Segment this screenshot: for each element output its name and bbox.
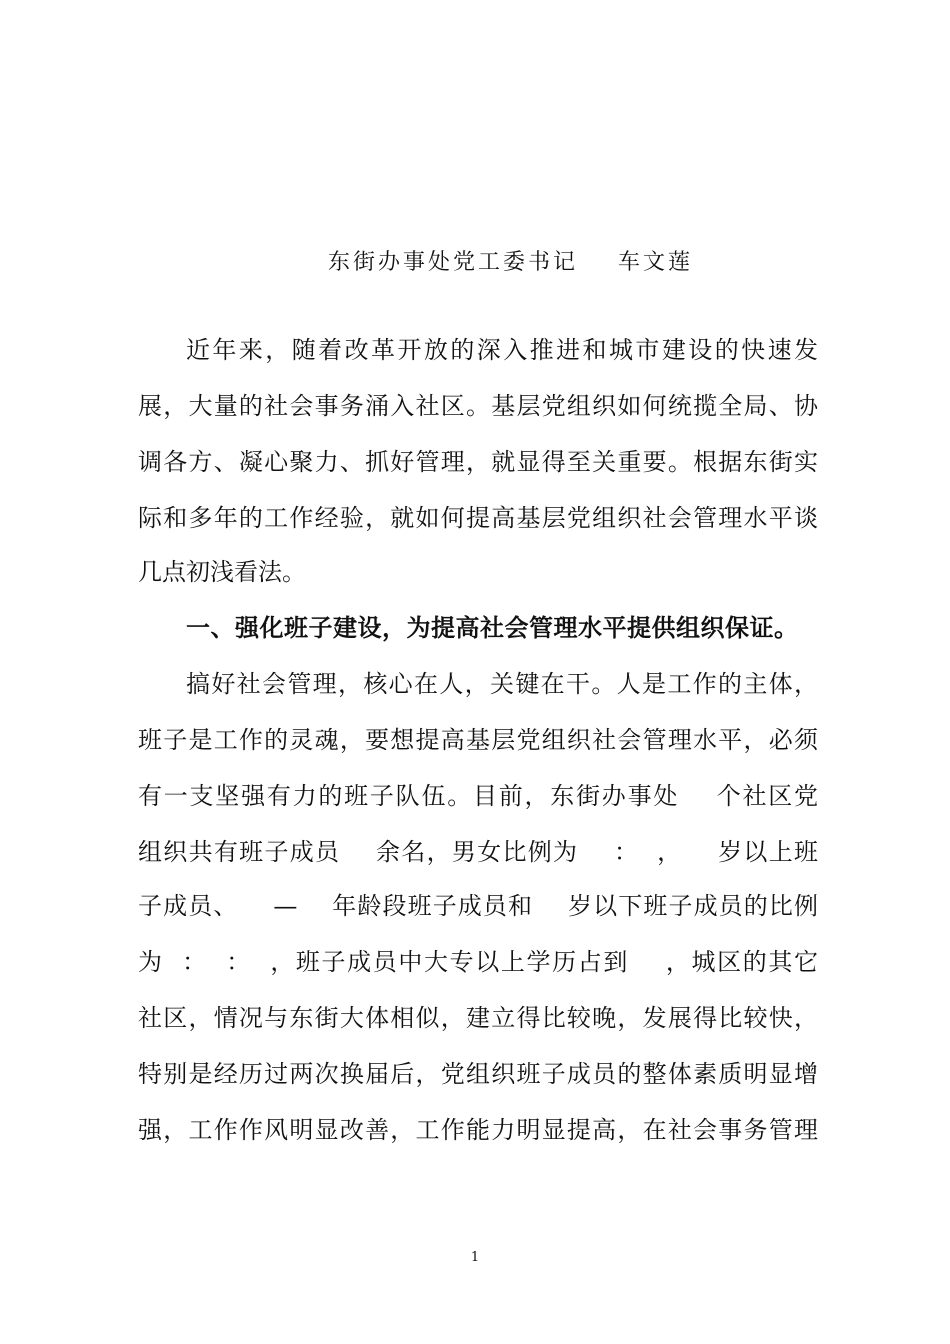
paragraph-line: 调各方、凝心聚力、抓好管理，就显得至关重要。根据东街实	[138, 448, 818, 476]
paragraph-line: 搞好社会管理，核心在人，关键在干。人是工作的主体，	[186, 670, 818, 698]
paragraph-line: 强，工作作风明显改善，工作能力明显提高，在社会事务管理	[138, 1116, 818, 1144]
paragraph-line: 特别是经历过两次换届后，党组织班子成员的整体素质明显增	[138, 1060, 818, 1088]
author-line: 东街办事处党工委书记 车文莲	[328, 250, 693, 275]
paragraph-line: 为 ： ： ，班子成员中大专以上学历占到 ，城区的其它	[138, 948, 818, 976]
paragraph-line: 组织共有班子成员 余名，男女比例为 ： ， 岁以上班	[138, 838, 818, 866]
paragraph-line: 社区，情况与东街大体相似，建立得比较晚，发展得比较快，	[138, 1004, 818, 1032]
paragraph-line: 子成员、 — 年龄段班子成员和 岁以下班子成员的比例	[138, 892, 818, 920]
paragraph-line: 际和多年的工作经验，就如何提高基层党组织社会管理水平谈	[138, 504, 818, 532]
document-title	[206, 156, 476, 196]
paragraph-line: 近年来，随着改革开放的深入推进和城市建设的快速发	[186, 336, 818, 364]
paragraph-line: 展，大量的社会事务涌入社区。基层党组织如何统揽全局、协	[138, 392, 818, 420]
paragraph-line: 几点初浅看法。	[138, 558, 306, 586]
page-number: 1	[470, 1250, 480, 1265]
paragraph-line: 班子是工作的灵魂，要想提高基层党组织社会管理水平，必须	[138, 726, 818, 754]
section-heading: 一、强化班子建设，为提高社会管理水平提供组织保证。	[186, 614, 799, 642]
paragraph-line: 有一支坚强有力的班子队伍。目前，东街办事处 个社区党	[138, 782, 818, 810]
